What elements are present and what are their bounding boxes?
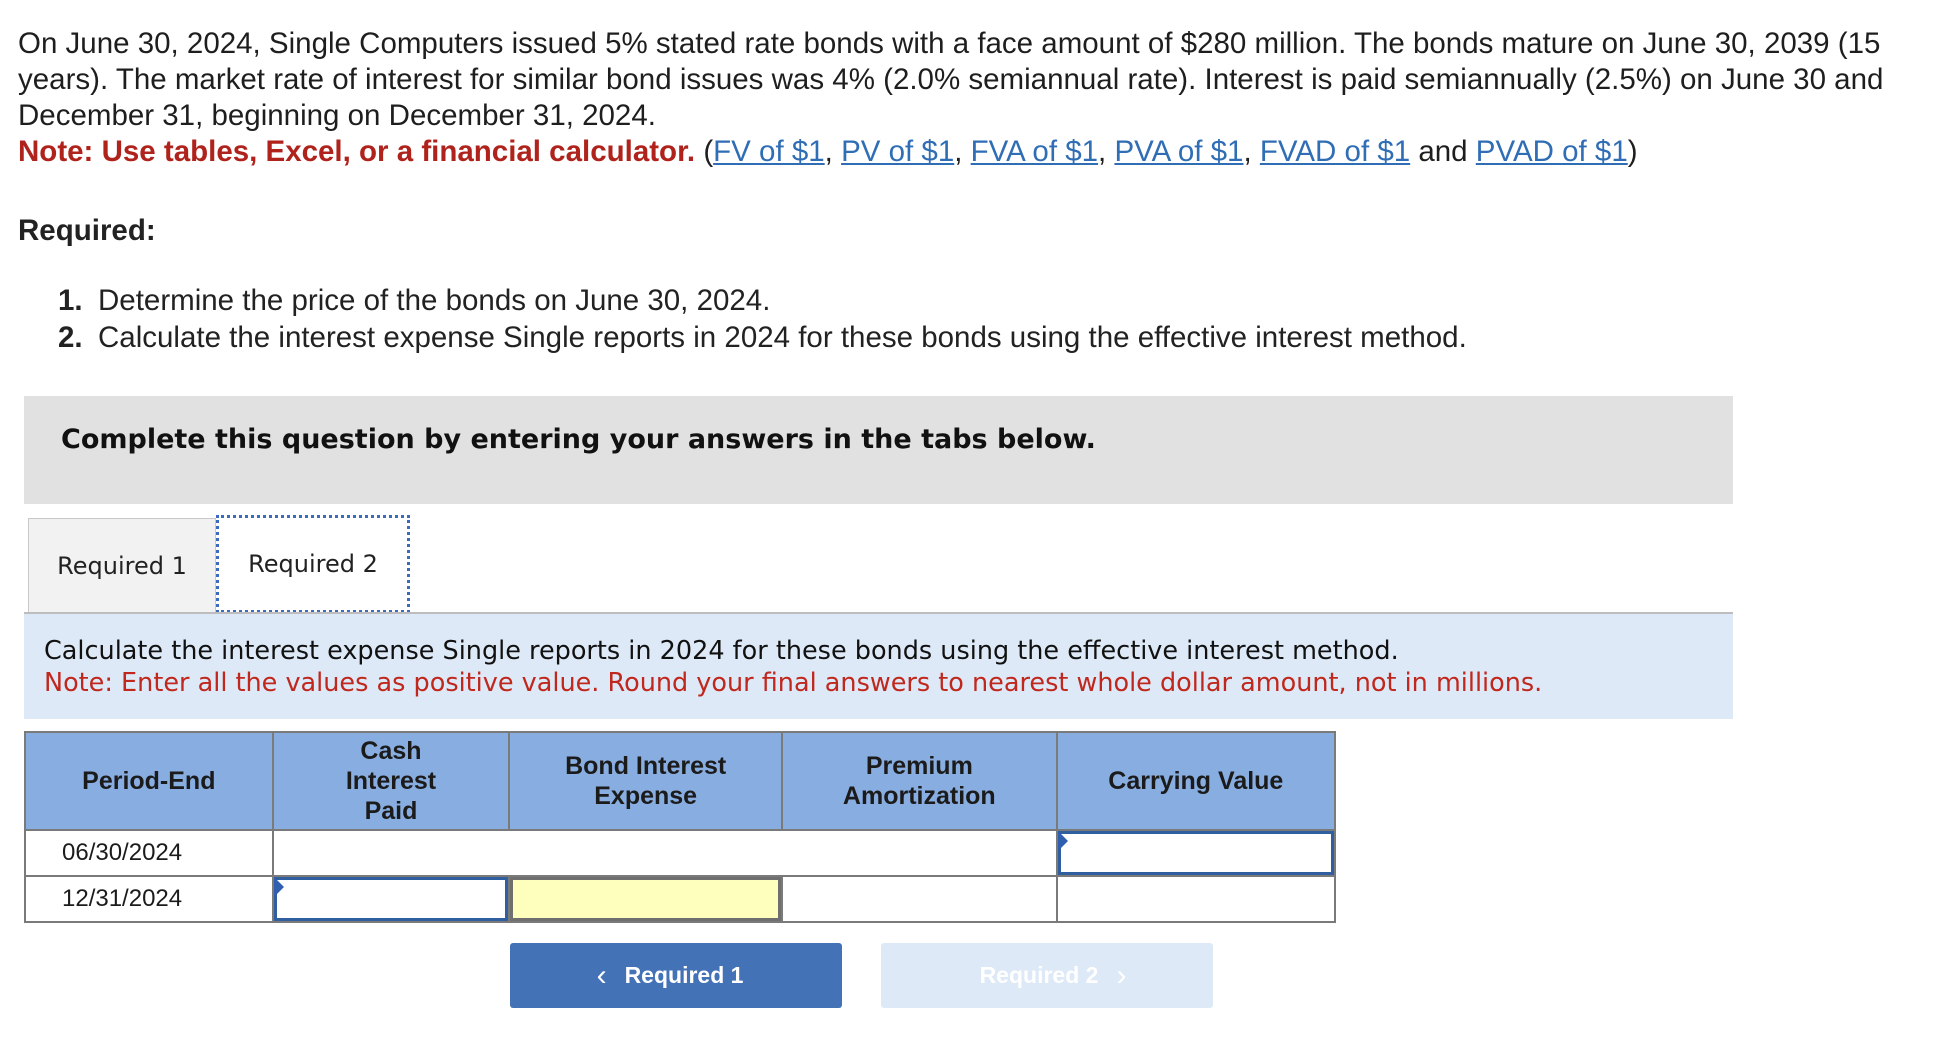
header-period-end: Period-End [25, 732, 273, 830]
prev-button[interactable] [510, 943, 842, 1008]
amortization-table [24, 731, 1336, 923]
required-list [58, 282, 1467, 356]
note-line: Note: Use tables, Excel, or a financial calculator. (FV of $1, PV of $1, FVA of $1, PVA of $1, FVAD of $1 and PVAD of $1) [18, 135, 1638, 168]
header-premium-amortization: Premium Amortization [782, 732, 1057, 830]
instructions-banner [24, 396, 1733, 504]
period-cell: 12/31/2024 [25, 876, 273, 922]
tab-instructions [24, 614, 1733, 719]
next-button-label: Required 2 [979, 962, 1099, 988]
bond-interest-expense-input-box[interactable] [510, 877, 781, 921]
problem-text: On June 30, 2024, Single Computers issued 5% stated rate bonds with a face amount of $280 million. The bonds mature on June 30, 2039 (15 years). The market rate of interest for similar bond issues was 4% (2.0% semiannual rate). Interest is paid semiannually (2.5%) on June 30 and December 31, beginning on December 31, 2024. [18, 27, 1884, 132]
header-carrying-value: Carrying Value [1057, 732, 1335, 830]
table-row [25, 830, 1335, 876]
cash-interest-input-box[interactable] [274, 877, 509, 921]
instruction-note: Note: Enter all the values as positive value. Round your final answers to nearest whole dollar amount, not in millions. [44, 668, 1543, 698]
empty-cell [273, 830, 1057, 876]
carrying-value-input-box[interactable] [1058, 831, 1334, 875]
prev-button-label: Required 1 [624, 962, 744, 988]
problem-statement [18, 26, 1918, 170]
chevron-right-icon: › [1116, 958, 1127, 992]
tab-required-2[interactable]: Required 2 [216, 515, 410, 613]
link-pvad[interactable]: PVAD of $1 [1475, 135, 1628, 168]
bond-interest-expense-input-1[interactable] [509, 876, 782, 922]
table-row [25, 876, 1335, 922]
required-item: 1. Determine the price of the bonds on June 30, 2024. [58, 284, 771, 317]
note-label: Note: Use tables, Excel, or a financial calculator. [18, 135, 696, 168]
carrying-value-cell-1 [1057, 876, 1335, 922]
header-bond-interest-expense: Bond Interest Expense [509, 732, 782, 830]
premium-amortization-cell-1 [782, 876, 1057, 922]
link-fvad[interactable]: FVAD of $1 [1259, 135, 1411, 168]
cash-interest-input-1[interactable] [273, 876, 510, 922]
table-header-row [25, 732, 1335, 830]
instruction-text: Calculate the interest expense Single reports in 2024 for these bonds using the effective interest method. [44, 636, 1399, 666]
input-marker-icon [274, 877, 284, 897]
period-cell: 06/30/2024 [25, 830, 273, 876]
link-fv[interactable]: FV of $1 [713, 135, 825, 168]
tab-required-1[interactable]: Required 1 [28, 518, 216, 612]
next-button[interactable] [881, 943, 1213, 1008]
carrying-value-input-0[interactable] [1057, 830, 1335, 876]
chevron-left-icon: ‹ [596, 958, 607, 992]
header-cash-interest-paid: Cash Interest Paid [273, 732, 510, 830]
required-heading: Required: [18, 214, 156, 247]
required-item: 2. Calculate the interest expense Single reports in 2024 for these bonds using the effective interest method. [58, 321, 1467, 354]
instructions-banner-text: Complete this question by entering your answers in the tabs below. [61, 424, 1096, 455]
link-pv[interactable]: PV of $1 [841, 135, 955, 168]
link-pva[interactable]: PVA of $1 [1114, 135, 1244, 168]
link-fva[interactable]: FVA of $1 [970, 135, 1099, 168]
input-marker-icon [1058, 831, 1068, 851]
